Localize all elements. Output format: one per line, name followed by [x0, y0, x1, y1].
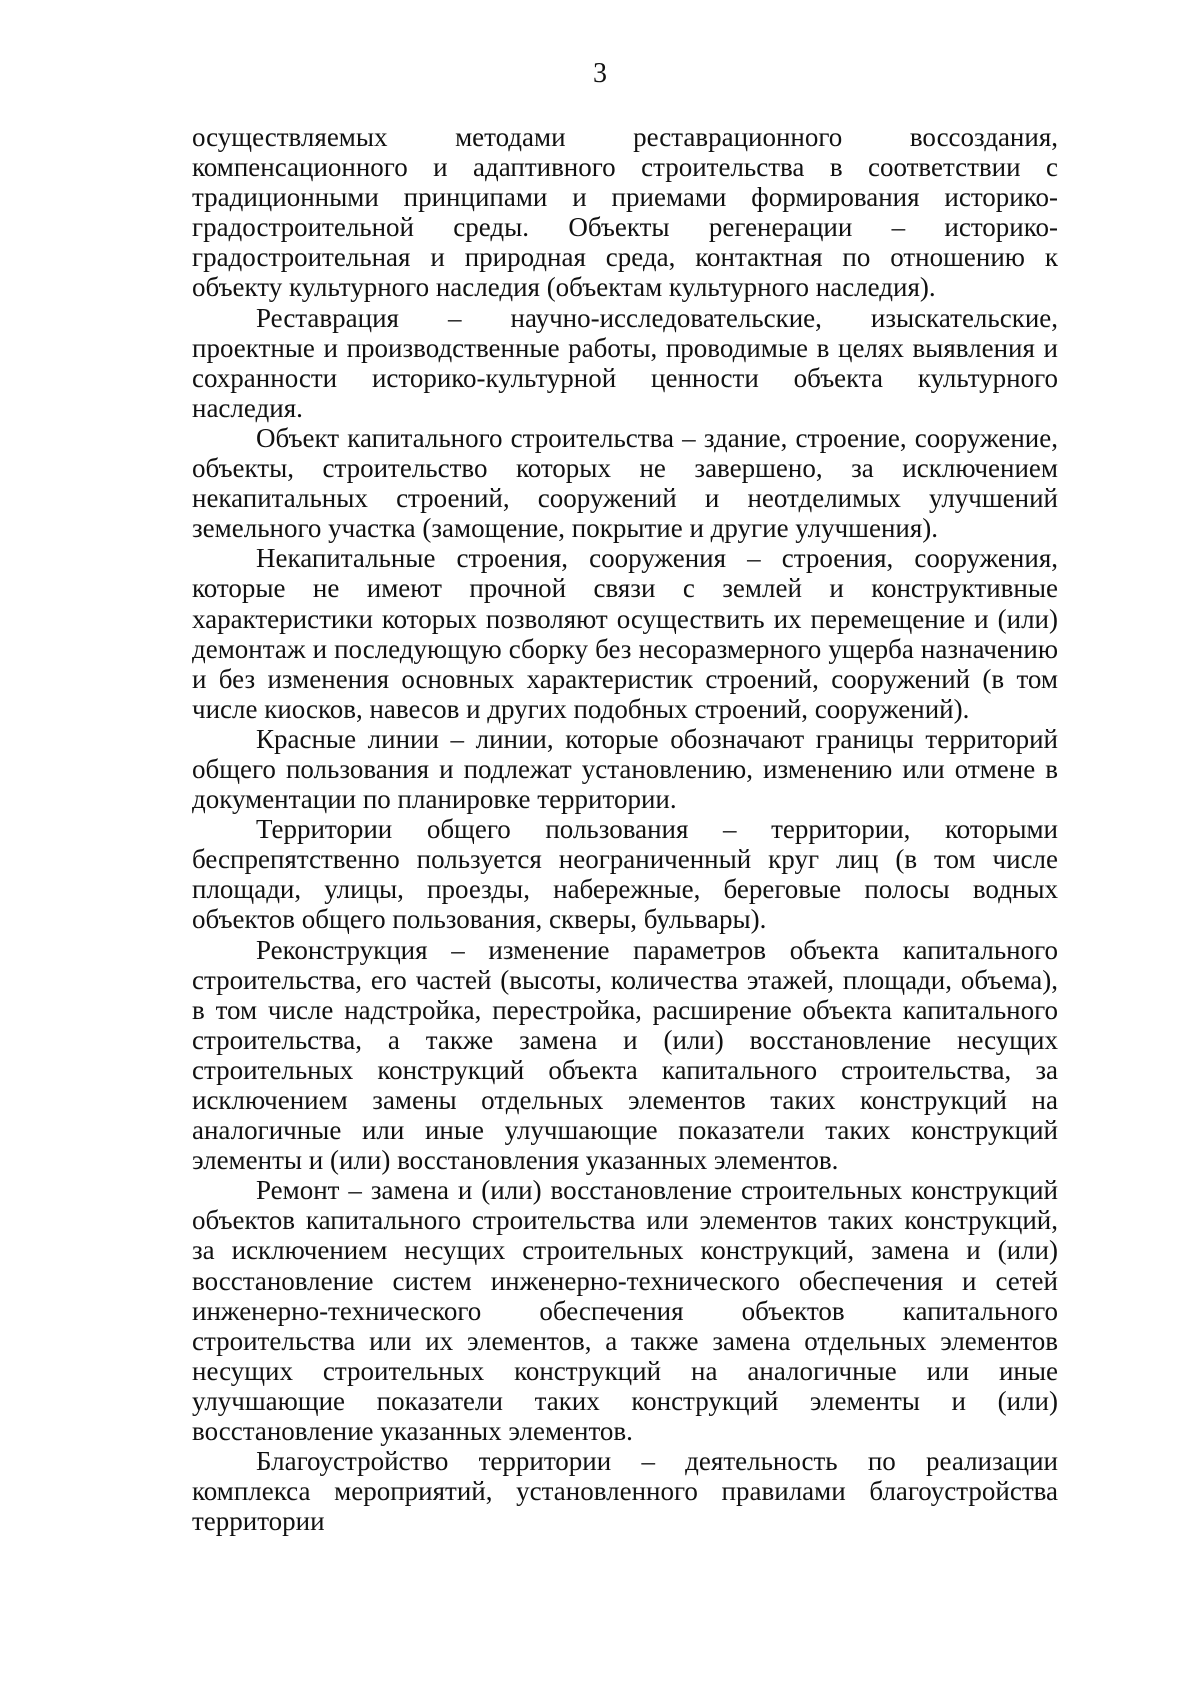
paragraph-public-territories: Территории общего пользования – территории, которыми беспрепятственно пользуется неограниченный круг лиц (в том числе площади, улицы, проезды, набережные, береговые полосы водных объектов общего пользования, скверы, бульвары). [192, 814, 1058, 935]
paragraph-red-lines: Красные линии – линии, которые обозначают границы территорий общего пользования и подлежат установлению, изменению или отмене в документации по планировке территории. [192, 723, 1058, 815]
paragraph-non-capital-structures: Некапитальные строения, сооружения – строения, сооружения, которые не имеют прочной связи с землей и конструктивные характеристики которых позволяют осуществить их перемещение и (или) демонтаж и последующую сборку без несоразмерного ущерба назначению и без изменения основных характеристик строений, сооружений (в том числе киосков, навесов и других подобных строений, сооружений). [192, 543, 1058, 724]
paragraph-capital-construction-object: Объект капитального строительства – здание, строение, сооружение, объекты, строительство которых не завершено, за исключением некапитальных строений, сооружений и неотделимых улучшений земельного участка (замощение, покрытие и другие улучшения). [192, 422, 1058, 544]
paragraph-regeneration-continued: осуществляемых методами реставрационного воссоздания, компенсационного и адаптивного строительства в соответствии с традиционными принципами и приемами формирования историко-градостроительной среды. Объекты регенерации – историко-градостроительная и природная среда, контактная по отношению к объекту культурного наследия (объектам культурного наследия). [192, 122, 1058, 303]
page-number: 3 [593, 58, 607, 89]
paragraph-repair: Ремонт – замена и (или) восстановление строительных конструкций объектов капитального строительства или элементов таких конструкций, за исключением несущих строительных конструкций, замена и (или) восстановление систем инженерно-технического обеспечения и сетей инженерно-технического обеспечения объектов капитального строительства или их элементов, а также замена отдельных элементов несущих строительных конструкций на аналогичные или иные улучшающие показатели таких конструкций элементы и (или) восстановление указанных элементов. [192, 1175, 1058, 1447]
paragraph-landscaping: Благоустройство территории – деятельность по реализации комплекса мероприятий, установленного правилами благоустройства территории [192, 1446, 1058, 1537]
document-body [192, 122, 1058, 1536]
paragraph-restoration: Реставрация – научно-исследовательские, изыскательские, проектные и производственные работы, проводимые в целях выявления и сохранности историко-культурной ценности объекта культурного наследия. [192, 302, 1058, 423]
paragraph-reconstruction: Реконструкция – изменение параметров объекта капитального строительства, его частей (высоты, количества этажей, площади, объема), в том числе надстройка, перестройка, расширение объекта капитального строительства, а также замена и (или) восстановление несущих строительных конструкций объекта капитального строительства, за исключением замены отдельных элементов таких конструкций на аналогичные или иные улучшающие показатели таких конструкций элементы и (или) восстановления указанных элементов. [192, 934, 1058, 1176]
